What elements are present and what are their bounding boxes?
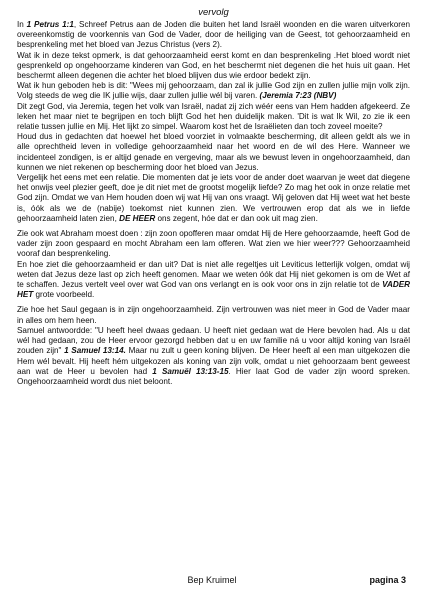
bible-reference: 1 Petrus 1:1 — [26, 20, 74, 29]
text-run: Samuel antwoordde: "U heeft heel dwaas gedaan. U heeft niet gedaan wat de Here bevolen had. Als u dat wél had gedaan, zou de Heer ervoor gezorgd hebben dat u en uw familie ná u voor altijd koning van Israël zouden zijn" — [17, 325, 410, 356]
text-run: In — [17, 20, 27, 29]
text-run: ons zegent, hóe dat er dan ook uit mag zien. — [155, 213, 318, 223]
paragraph-saul: Zie hoe het Saul gegaan is in zijn ongehoorzaamheid. Zijn vertrouwen was niet meer in God de Vader maar in alles om hem heen. — [17, 305, 410, 325]
bible-reference: 1 Samuel 13:14. — [64, 346, 126, 356]
bible-reference: 1 Samuël 13:13-15 — [152, 366, 229, 376]
emphasis-text: VADER HET — [17, 280, 410, 300]
paragraph-jeremia-context: Dit zegt God, via Jeremia, tegen het volk van Israël, nadat zij zich wéér eens van Hem hadden afgekeerd. Ze leken het maar niet te begrijpen en toch blijft God het hen duidelijk maken. 'Dit is wat Ik Wil, zo zie ik een relatie tussen jullie en Mij. Het lijkt zo simpel. Waarom kost het de Israëlieten dan toch zoveel moeite? — [17, 101, 410, 132]
text-run: grote voorbeeld. — [33, 290, 95, 300]
author-name: Bep Kruimel — [187, 575, 237, 585]
text-run: En hoe ziet die gehoorzaamheid er dan uit? Dat is niet alle regeltjes uit Leviticus letterlijk volgen, omdat wij weten dat Jezus deze last op zich heeft genomen. Maar we weten óók dat Hij niet gekomen is om de Wet af te schaffen. Jezus vertelt veel over wat God van ons verlangt en is ook voor ons in zijn relatie tot de — [17, 259, 410, 290]
paragraph-observation: Wat ik in deze tekst opmerk, is dat gehoorzaamheid eerst komt en dan besprenkeling .Het bloed wordt niet gesprenkeld op ongehoorzame kinderen van God, en het beschermt niet degenen die het huis uit gaan. Het beschermt alleen degenen die achter het bloed blijven dus wie erdoor bedekt zijn. — [17, 50, 410, 81]
text-run: Maar nu zult u geen koning blijven. De Heer heeft al een man uitgekozen die Hem wél bevalt. Hij heeft hém uitgekozen als koning van zijn volk, omdat u niet gehoorzaam bent geweest aan wat de Heer u bevolen had — [17, 346, 411, 376]
paragraph-obedience — [17, 260, 410, 301]
paragraph-samuel — [17, 326, 410, 387]
paragraph-protection: Houd dus in gedachten dat hoewel het bloed voorziet in volmaakte bescherming, dit alleen geldt als we in alle oprechtheid leven in volledige gehoorzaamheid naar het woord en de wil des Here. Wanneer we incidenteel zondigen, is er altijd genade en vergeving, maar als we bewust leven in ongehoorzaamheid, dan kunnen we niet rekenen op bescherming door het bloed van Jezus. — [17, 132, 410, 172]
bible-reference: (Jeremia 7:23 (NBV) — [259, 91, 337, 101]
page-number: pagina 3 — [369, 575, 406, 585]
paragraph-abraham: Zie ook wat Abraham moest doen : zijn zoon opofferen maar omdat Hij de Here gehoorzaamde, heeft God de vader zijn zoon gespaard en mocht Abraham een lam offeren. Wat zien we hier weer??? Gehoorzaamheid vooraf dan besprenkeling. — [17, 229, 410, 259]
paragraph-relation — [17, 173, 410, 224]
text-run: Vergelijk het eens met een relatie. Die momenten dat je iets voor de ander doet waarvan je weet dat diegene het onwijs veel plezier geeft, doe je dit niet met de grootst mogelijk liefde? Zo mag het ook in onze relatie met God zijn. Omdat we van Hem houden doen wij wat Hij van ons vraagt. Wij geloven dat Hij weet wat het beste is, óók als we de (nabije) toekomst niet kunnen zien. We vertrouwen erop dat als we in liefde gehoorzaamheid laten zien, — [17, 173, 410, 223]
text-run: . Hier laat God de vader zijn woord spreken. Ongehoorzaamheid wordt dus niet beloont. — [17, 366, 410, 386]
text-run: , Schreef Petrus aan de Joden die buiten het land Israël woonden en die waren uitverkoren overeenkomstig de voorkennis van God de Vader, door de heiliging van de Geest, tot gehoorzaamheid en besprenkeling met het bloed van Jezus Christus (vers 2). — [17, 20, 410, 50]
text-run: Wat ik hun geboden heb is dit: "Wees mij gehoorzaam, dan zal ik jullie God zijn en zullen jullie mijn volk zijn. Volg steeds de weg die IK jullie wijs, daar zullen jullie wél bij varen. — [17, 81, 410, 101]
page-heading: vervolg — [198, 7, 229, 18]
paragraph-petrus — [17, 20, 410, 51]
paragraph-jeremia-quote — [17, 81, 410, 101]
emphasis-text: DE HEER — [119, 213, 156, 223]
